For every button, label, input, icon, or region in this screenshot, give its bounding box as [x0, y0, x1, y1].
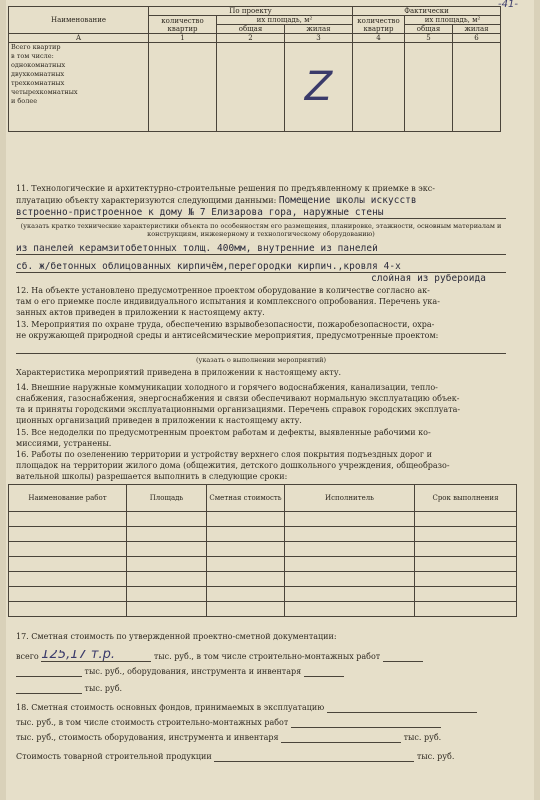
col-num: 3 — [285, 34, 353, 43]
s12-line1: 12. На объекте установлено предусмотренное проектом оборудование в количестве согласно ак- — [16, 286, 430, 295]
s13-blank-line — [16, 343, 506, 354]
table-row — [9, 587, 517, 602]
s17-hand-value: 125,17 т.р. — [41, 650, 115, 662]
apartments-table — [8, 6, 501, 132]
s11-line2 — [16, 196, 506, 206]
s17-line3 — [16, 667, 506, 677]
row-label: в том числе: — [11, 52, 54, 60]
s11-typed2: встроенно-пристроенное к дому № 7 Елизарова гора, наружные стены — [16, 208, 506, 219]
col-num: 6 — [453, 34, 501, 43]
table-row — [9, 512, 517, 527]
project-area-header: их площадь, м² — [217, 16, 353, 25]
actual-count-header: количество квартир — [353, 16, 405, 34]
s17-tail1: тыс. руб., в том числе строительно-монтажных работ — [153, 652, 381, 661]
s13-note: (указать о выполнении мероприятий) — [195, 356, 327, 364]
actual-total-header: общая — [405, 25, 453, 34]
table-row — [9, 527, 517, 542]
s15-line1: 15. Все недоделки по предусмотренным проектом работам и дефекты, выявленные рабочими ко- — [16, 428, 431, 437]
s18-tail2: тыс. руб., стоимость оборудования, инструмента и инвентаря — [16, 733, 279, 742]
s18-tail1: тыс. руб., в том числе стоимость строительно-монтажных работ — [16, 718, 289, 727]
s11-typed1: Помещение школы искусств — [278, 196, 417, 206]
project-living-header: жилая — [285, 25, 353, 34]
s11-typed4: сб. ж/бетонных облицованных кирпичём,перегородки кирпич.,кровля 4-х — [16, 262, 506, 273]
s17-tail3: тыс. руб. — [84, 684, 123, 693]
actual-area-header: их площадь, м² — [405, 16, 501, 25]
handwritten-z-mark: Z — [304, 64, 333, 110]
row-labels — [9, 43, 149, 132]
col-num: 4 — [353, 34, 405, 43]
works-table — [8, 484, 517, 617]
s18-line1 — [16, 703, 506, 713]
row-label: двухкомнатных — [11, 70, 65, 78]
table-row — [9, 572, 517, 587]
s17-vsego: всего — [16, 652, 39, 661]
project-total-header: общая — [217, 25, 285, 34]
s17-line4 — [16, 684, 506, 694]
s14-line4: ционных организаций приведен в приложении к настоящему акту. — [16, 416, 302, 425]
works-col-cost: Сметная стоимость — [207, 485, 285, 512]
s18-line4 — [16, 752, 506, 762]
col-num: 5 — [405, 34, 453, 43]
s18-rub-2: тыс. руб. — [416, 752, 455, 761]
s13-line3: Характеристика мероприятий приведена в приложении к настоящему акту. — [16, 368, 342, 377]
row-label: Всего квартир — [11, 43, 61, 51]
s11-note: (указать кратко технические характеристики объекта по особенностям его размещения, планировке, этажности, основным материалам и конструкциям, инженерному и технологическому оборудованию) — [20, 222, 502, 238]
s18-line1-text: 18. Сметная стоимость основных фондов, принимаемых в эксплуатацию — [16, 703, 325, 712]
s17-line2 — [16, 650, 506, 662]
s15-line2: миссиями, устранены. — [16, 439, 112, 448]
s14-line3: та и приняты городскими эксплуатационными организациями. Перечень справок городских эксплуата- — [16, 405, 461, 414]
s16-line1: 16. Работы по озеленению территории и устройству верхнего слоя покрытия подъездных дорог и — [16, 450, 432, 459]
works-col-area: Площадь — [127, 485, 207, 512]
s12-line2: там о его приемке после индивидуального испытания и комплексного опробования. Перечень ука- — [16, 297, 440, 306]
row-label: однокомнатных — [11, 61, 66, 69]
works-col-executor: Исполнитель — [285, 485, 415, 512]
table-row — [9, 542, 517, 557]
s11-line1: 11. Технологические и архитектурно-строительные решения по предъявленному к приемке в экс- — [16, 184, 435, 193]
s18-line3 — [16, 733, 506, 743]
col-num: А — [9, 34, 149, 43]
document-page — [6, 0, 534, 800]
by-project-header: По проекту — [149, 7, 353, 16]
s13-line1: 13. Мероприятия по охране труда, обеспечению взрывобезопасности, пожаробезопасности, охра- — [16, 320, 435, 329]
s16-line2: площадок на территории жилого дома (общежития, детского дошкольного учреждения, общеобразо- — [16, 461, 450, 470]
s14-line1: 14. Внешние наружные коммуникации холодного и горячего водоснабжения, канализации, тепло- — [16, 383, 438, 392]
s13-line2: не окружающей природной среды и антисейсмические мероприятия, предусмотренные проектом: — [16, 331, 439, 340]
s16-line3: вательной школы) разрешается выполнить в следующие сроки: — [16, 472, 288, 481]
works-col-name: Наименование работ — [9, 485, 127, 512]
s18-line2 — [16, 718, 506, 728]
works-col-deadline: Срок выполнения — [415, 485, 517, 512]
col-num: 1 — [149, 34, 217, 43]
page-number: -41- — [498, 0, 518, 10]
s11-line2-text: плуатацию объекту характеризуются следующими данными: — [16, 196, 277, 205]
s17-tail2: тыс. руб., оборудования, инструмента и инвентаря — [84, 667, 302, 676]
s18-line4-text: Стоимость товарной строительной продукции — [16, 752, 212, 761]
actual-living-header: жилая — [453, 25, 501, 34]
project-count-header: количество квартир — [149, 16, 217, 34]
actual-header: Фактически — [353, 7, 501, 16]
row-label: четырехкомнатных — [11, 88, 78, 96]
row-label: и более — [11, 97, 38, 105]
s11-typed5: слойная из рубероида — [371, 274, 486, 284]
s11-typed3: из панелей керамзитобетонных толщ. 400мм, внутренние из панелей — [16, 244, 506, 255]
col-num: 2 — [217, 34, 285, 43]
name-header: Наименование — [9, 7, 149, 34]
s12-line3: занных актов приведен в приложении к настоящему акту. — [16, 308, 265, 317]
s18-rub: тыс. руб. — [403, 733, 442, 742]
s17-line1: 17. Сметная стоимость по утвержденной проектно-сметной документации: — [16, 632, 337, 641]
row-label: трехкомнатных — [11, 79, 65, 87]
table-row — [9, 602, 517, 617]
table-row — [9, 557, 517, 572]
s14-line2: снабжения, газоснабжения, энергоснабжения и связи обеспечивают нормальную эксплуатацию объек- — [16, 394, 460, 403]
